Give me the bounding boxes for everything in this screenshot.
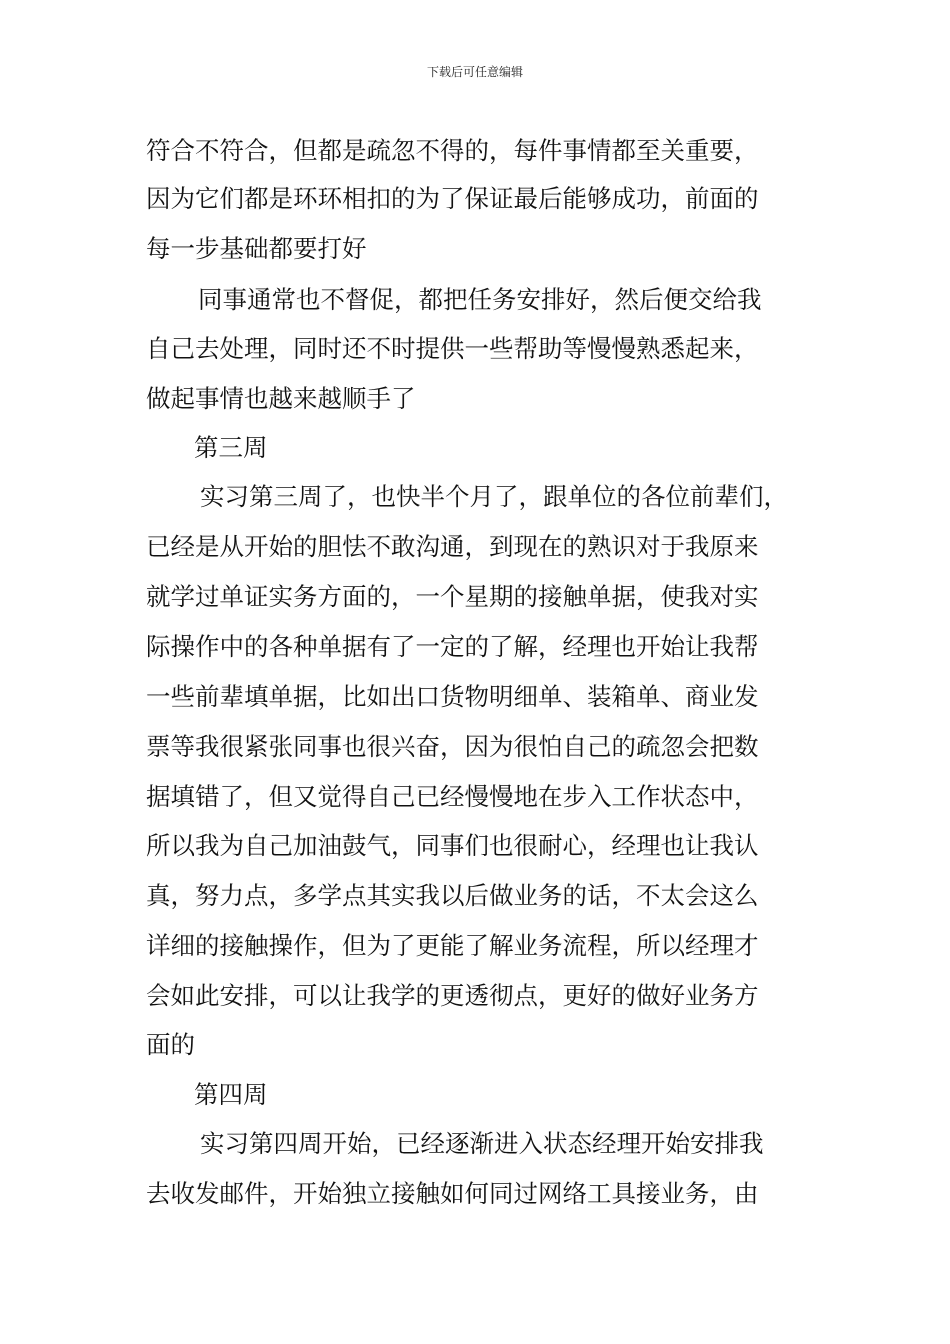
text-line: 际操作中的各种单据有了一定的了解，经理也开始让我帮 [146,632,759,661]
text-line: 面的 [146,1030,195,1059]
section-heading-week4: 第四周 [194,1080,268,1109]
text-line: 因为它们都是环环相扣的为了保证最后能够成功，前面的 [146,184,759,213]
text-line: 所以我为自己加油鼓气，同事们也很耐心，经理也让我认 [146,831,759,860]
text-line: 详细的接触操作，但为了更能了解业务流程，所以经理才 [146,931,759,960]
text-line: 一些前辈填单据，比如出口货物明细单、装箱单、商业发 [146,682,759,711]
text-line: 已经是从开始的胆怯不敢沟通，到现在的熟识对于我原来 [146,532,759,561]
text-line: 就学过单证实务方面的，一个星期的接触单据，使我对实 [146,582,759,611]
text-line: 真，努力点，多学点其实我以后做业务的话，不太会这么 [146,881,759,910]
text-line: 做起事情也越来越顺手了 [146,384,416,413]
text-line: 每一步基础都要打好 [146,234,367,263]
page-header: 下载后可任意编辑 [426,65,523,79]
text-line: 实习第四周开始，已经逐渐进入状态经理开始安排我 [200,1129,764,1158]
section-heading-week3: 第三周 [194,433,268,462]
text-line: 去收发邮件，开始独立接触如何同过网络工具接业务，由 [146,1179,759,1208]
text-line: 据填错了，但又觉得自己已经慢慢地在步入工作状态中， [146,782,759,811]
text-line: 实习第三周了，也快半个月了，跟单位的各位前辈们， [200,482,788,511]
text-line: 票等我很紧张同事也很兴奋，因为很怕自己的疏忽会把数 [146,732,759,761]
text-line: 同事通常也不督促，都把任务安排好，然后便交给我 [198,285,762,314]
text-line: 自己去处理，同时还不时提供一些帮助等慢慢熟悉起来， [146,334,759,363]
text-line: 符合不符合，但都是疏忽不得的，每件事情都至关重要， [146,136,759,165]
text-line: 会如此安排，可以让我学的更透彻点，更好的做好业务方 [146,981,759,1010]
